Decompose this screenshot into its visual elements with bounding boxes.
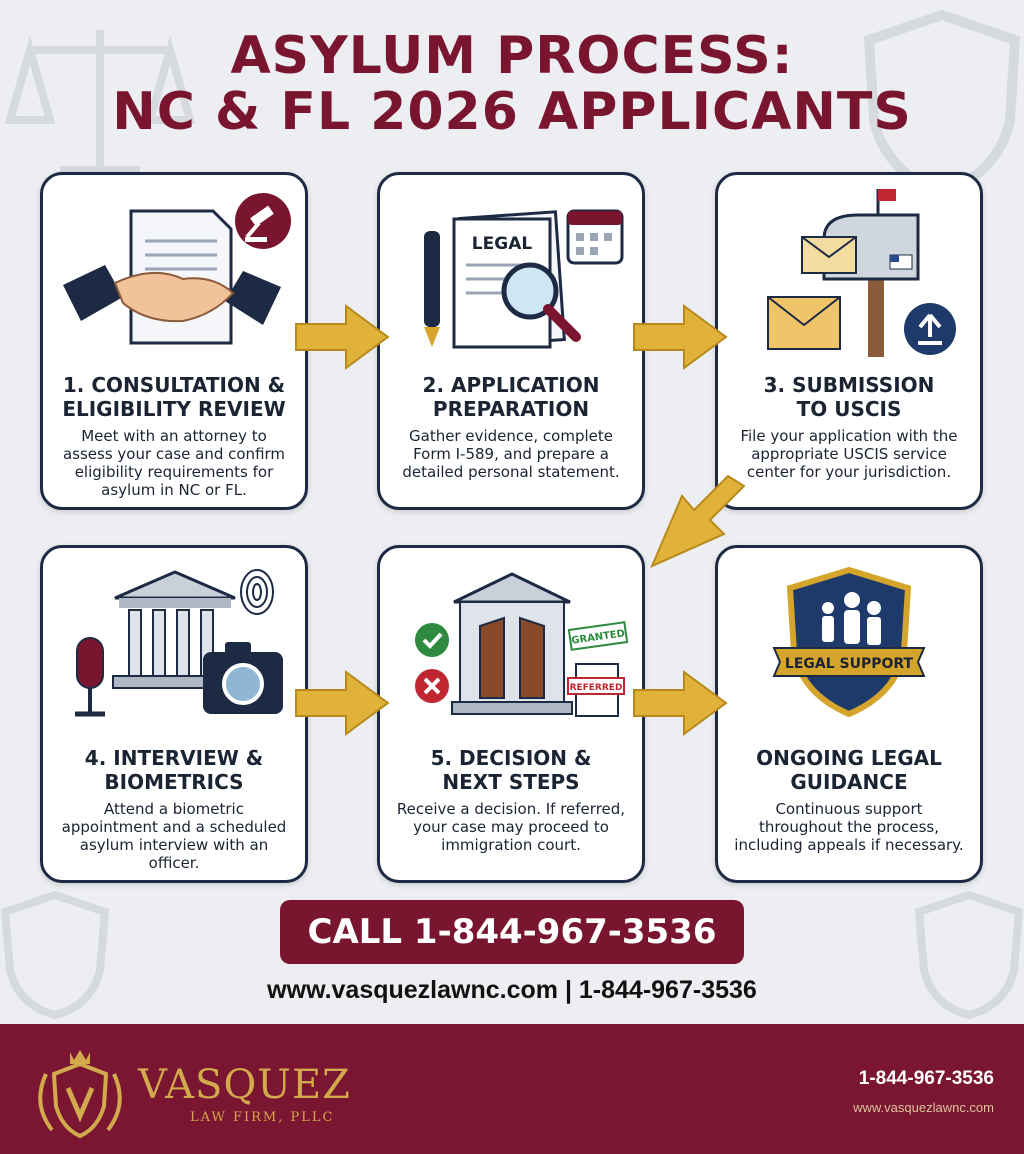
step-card-consultation — [40, 172, 308, 510]
title-line-2: NC & FL 2026 APPLICANTS — [112, 82, 912, 142]
step-heading: 4. INTERVIEW & BIOMETRICS — [84, 746, 264, 794]
step-description: File your application with the appropriate USCIS service center for your jurisdiction. — [740, 427, 958, 481]
footer-website[interactable]: www.vasquezlawnc.com — [853, 1100, 994, 1115]
step-heading: 3. SUBMISSION TO USCIS — [763, 373, 935, 421]
arrow-icon — [292, 668, 392, 738]
check-icon — [415, 623, 449, 657]
granted-stamp — [569, 622, 627, 650]
footer-phone[interactable]: 1-844-967-3536 — [858, 1068, 994, 1089]
step-description: Meet with an attorney to assess your case and confirm eligibility requirements for asylum in NC or FL. — [62, 427, 286, 499]
guidance-illustration — [718, 548, 980, 738]
upload-icon — [904, 303, 956, 355]
step-card-interview — [40, 545, 308, 883]
arrow-icon — [640, 474, 750, 574]
svg-text:REFERRED: REFERRED — [569, 683, 623, 693]
step-heading: 2. APPLICATION PREPARATION — [422, 373, 600, 421]
interview-illustration — [43, 548, 305, 738]
envelope-icon — [768, 237, 856, 349]
svg-text:LEGAL: LEGAL — [471, 234, 533, 254]
step-card-application — [377, 172, 645, 510]
firm-name: VASQUEZ — [138, 1062, 351, 1108]
step-card-decision — [377, 545, 645, 883]
step-heading: 1. CONSULTATION & ELIGIBILITY REVIEW — [62, 373, 286, 421]
step-heading: 5. DECISION & NEXT STEPS — [430, 746, 592, 794]
decision-illustration — [380, 548, 642, 738]
step-description: Receive a decision. If referred, your case may proceed to immigration court. — [396, 800, 626, 854]
svg-text:GRANTED: GRANTED — [570, 628, 626, 647]
step-description: Continuous support throughout the process, including appeals if necessary. — [734, 800, 964, 854]
title-line-1: ASYLUM PROCESS: — [230, 26, 794, 86]
step-card-ongoing-guidance — [715, 545, 983, 883]
svg-text:LEGAL SUPPORT: LEGAL SUPPORT — [784, 656, 914, 672]
x-icon — [415, 669, 449, 703]
arrow-icon — [630, 668, 730, 738]
website-phone-line[interactable]: www.vasquezlawnc.com | 1-844-967-3536 — [267, 976, 757, 1004]
arrow-icon — [630, 302, 730, 372]
call-button[interactable]: CALL 1-844-967-3536 — [280, 900, 744, 964]
gavel-icon — [235, 193, 291, 249]
submission-illustration — [718, 175, 980, 365]
firm-subtitle: LAW FIRM, PLLC — [190, 1110, 335, 1125]
fingerprint-icon — [241, 570, 273, 614]
footer — [0, 1024, 1024, 1154]
camera-icon — [203, 642, 283, 714]
step-heading: ONGOING LEGAL GUIDANCE — [756, 746, 942, 794]
step-description: Attend a biometric appointment and a scheduled asylum interview with an officer. — [61, 800, 287, 872]
handshake-icon — [63, 265, 281, 325]
referred-stamp — [568, 664, 624, 716]
firm-logo-icon — [28, 1044, 132, 1144]
step-card-submission — [715, 172, 983, 510]
calendar-icon — [568, 211, 622, 263]
arrow-icon — [292, 302, 392, 372]
step-description: Gather evidence, complete Form I-589, and prepare a detailed personal statement. — [402, 427, 620, 481]
application-illustration — [380, 175, 642, 365]
consultation-illustration — [43, 175, 305, 365]
microphone-icon — [75, 638, 105, 714]
pen-icon — [424, 231, 440, 347]
courthouse-icon — [452, 574, 572, 714]
page-title — [0, 28, 1024, 140]
legal-support-banner — [774, 648, 924, 676]
